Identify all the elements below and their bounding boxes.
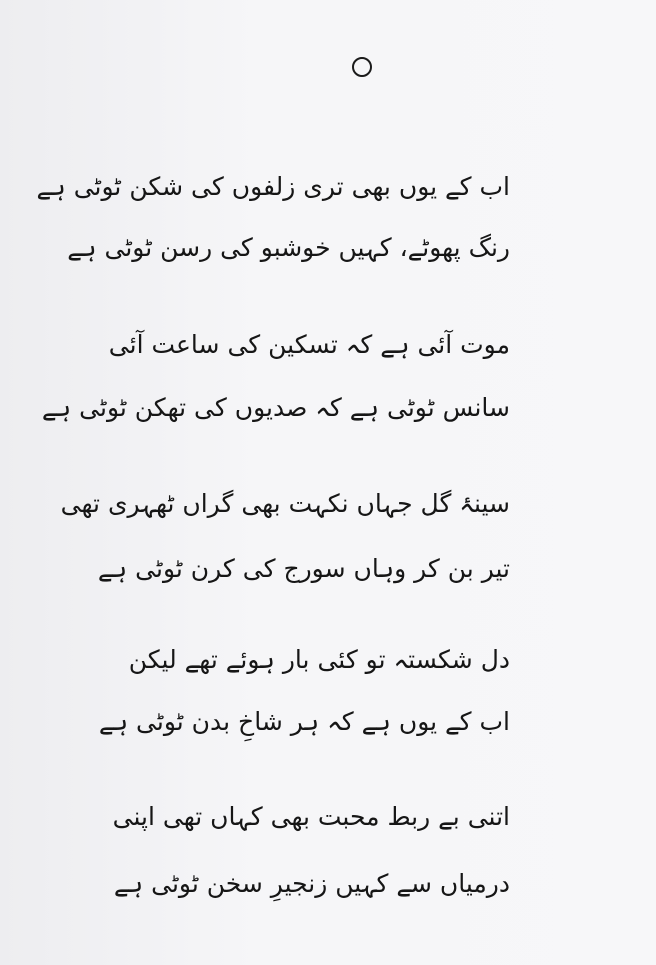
poem-line-2: رنگ پھوٹے، کہیں خوشبو کی رسن ٹوٹی ہے (67, 233, 510, 262)
circle-ornament-icon (352, 57, 372, 77)
poem-line-7: دل شکستہ تو کئی بار ہوئے تھے لیکن (128, 645, 510, 674)
poem-line-5: سینۂ گل جہاں نکہت بھی گراں ٹھہری تھی (60, 489, 510, 518)
bleed-through-text (176, 0, 636, 110)
poem-line-9: اتنی بے ربط محبت بھی کہاں تھی اپنی (112, 802, 510, 831)
poem-line-1: اب کے یوں بھی تری زلفوں کی شکن ٹوٹی ہے (36, 172, 510, 201)
poem-line-10: درمیاں سے کہیں زنجیرِ سخن ٹوٹی ہے (113, 869, 510, 898)
poem-line-6: تیر بن کر وہاں سورج کی کرن ٹوٹی ہے (97, 554, 510, 583)
poem-line-3: موت آئی ہے کہ تسکین کی ساعت آئی (108, 330, 510, 359)
poem-line-4: سانس ٹوٹی ہے کہ صدیوں کی تھکن ٹوٹی ہے (41, 393, 510, 422)
poem-line-8: اب کے یوں ہے کہ ہر شاخِ بدن ٹوٹی ہے (98, 707, 510, 736)
